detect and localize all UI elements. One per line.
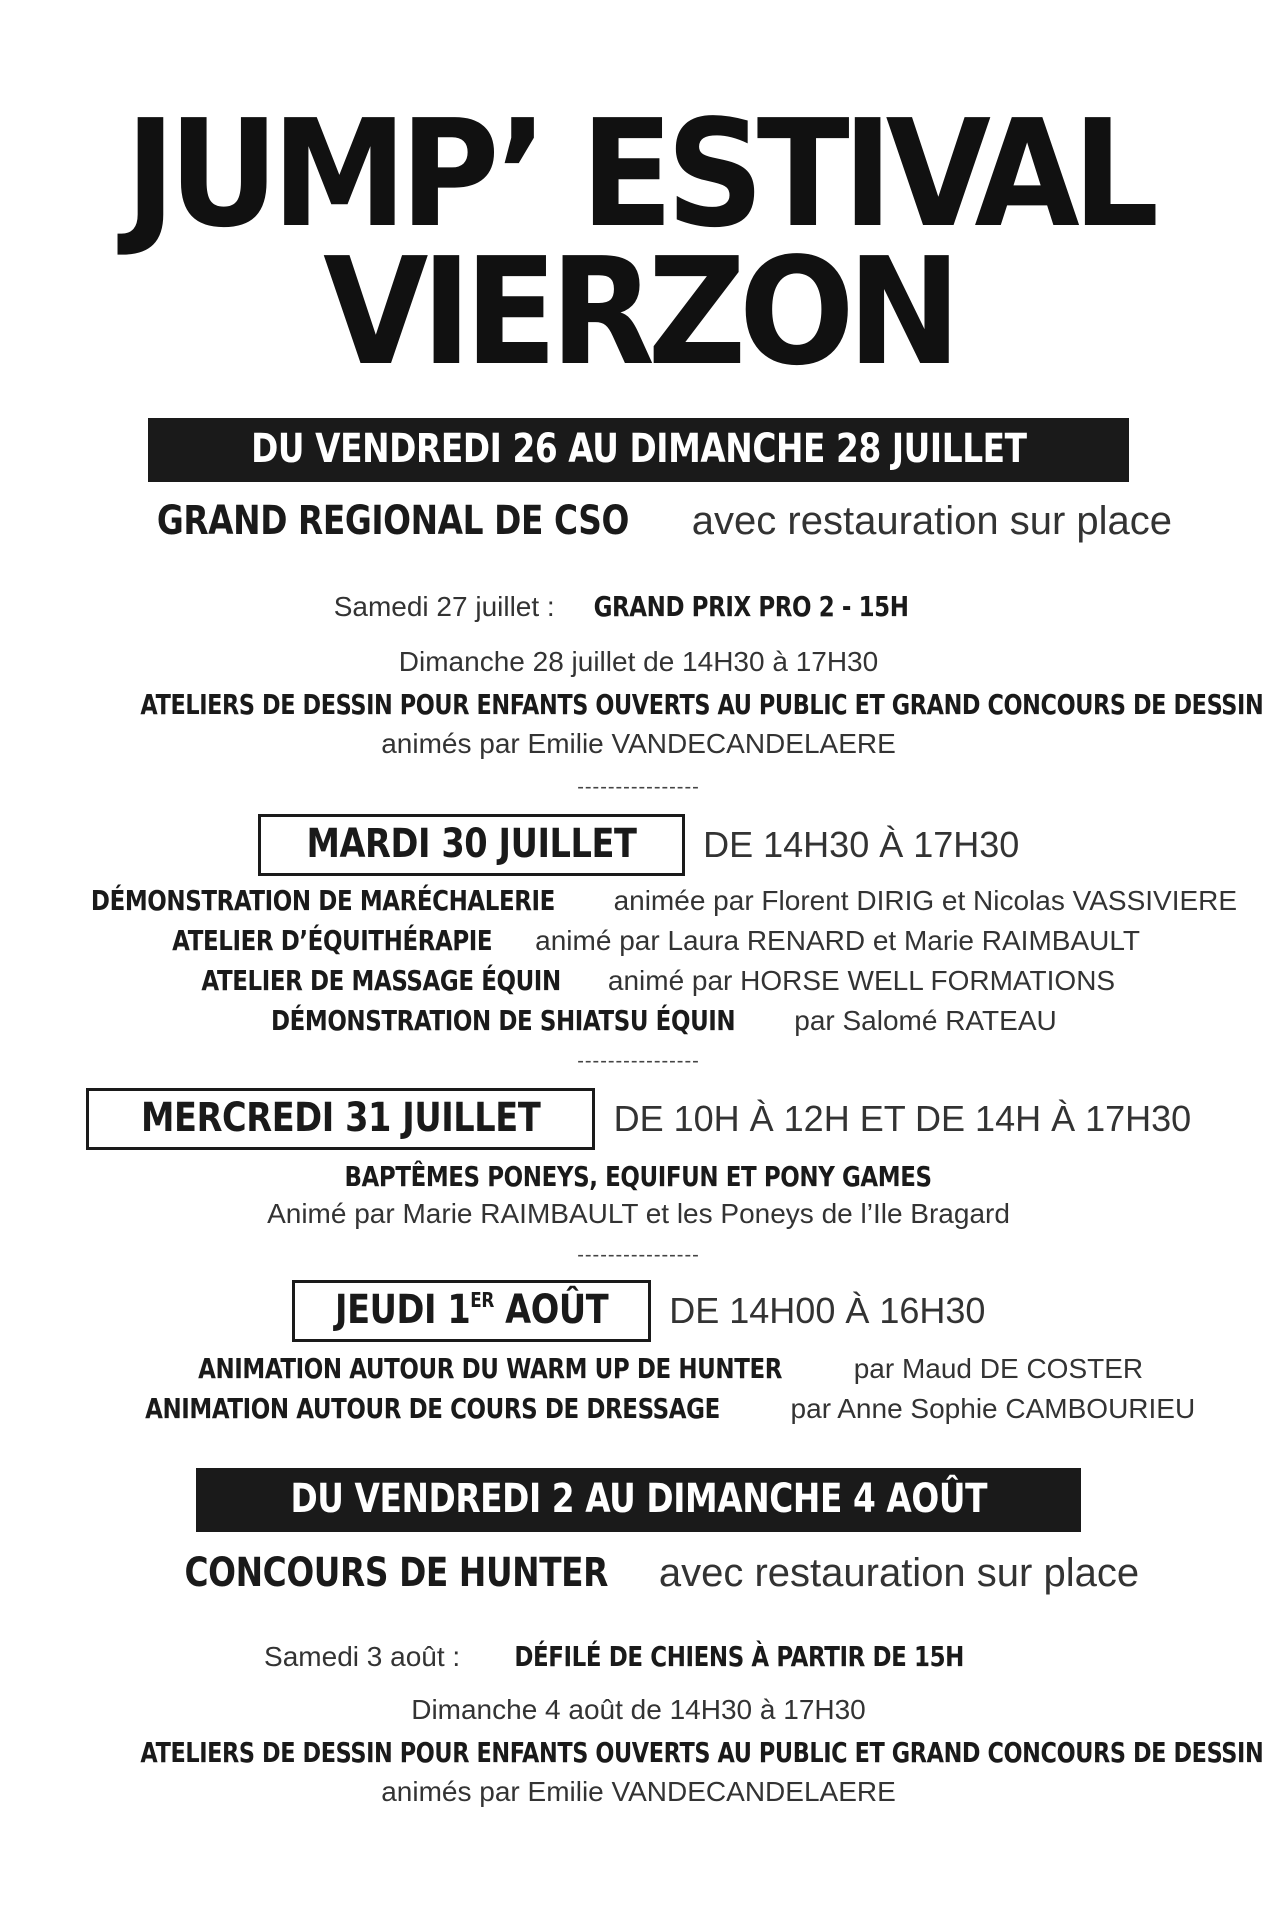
tuesday-activity-4	[0, 1004, 1277, 1037]
section2-saturday-light: Samedi 3 août :	[264, 1641, 461, 1672]
tuesday-activity-3	[0, 964, 1277, 997]
separator-2: ----------------	[577, 1050, 700, 1072]
thursday-header	[0, 1280, 1277, 1342]
tuesday-activity-2-light: animé par Laura RENARD et Marie RAIMBAULT	[535, 925, 1140, 956]
title-line-2-wrap	[0, 226, 1277, 398]
wednesday-header	[0, 1088, 1277, 1150]
section1-saturday-bold: GRAND PRIX PRO 2 - 15H	[593, 590, 909, 623]
thursday-day-suffix: AOÛT	[504, 1287, 608, 1333]
wednesday-activity-bold: BAPTÊMES PONEYS, EQUIFUN ET PONY GAMES	[344, 1160, 933, 1193]
wednesday-activity-light: Animé par Marie RAIMBAULT et les Poneys de l’Ile Bragard	[267, 1198, 1010, 1229]
section1-banner-text: DU VENDREDI 26 AU DIMANCHE 28 JUILLET	[250, 426, 1027, 472]
section2-saturday-bold: DÉFILÉ DE CHIENS À PARTIR DE 15H	[513, 1640, 964, 1673]
wednesday-day: MERCREDI 31 JUILLET	[140, 1095, 541, 1141]
tuesday-day-box	[258, 814, 685, 876]
section1-workshop: ATELIERS DE DESSIN POUR ENFANTS OUVERTS AU PUBLIC ET GRAND CONCOURS DE DESSIN	[140, 688, 1264, 721]
section1-event	[0, 498, 1277, 544]
wednesday-activity-bold-wrap	[0, 1160, 1277, 1193]
tuesday-activity-3-light: animé par HORSE WELL FORMATIONS	[607, 965, 1116, 996]
section1-workshop-wrap	[0, 688, 1277, 721]
wednesday-day-box	[86, 1088, 595, 1150]
tuesday-activity-1	[0, 884, 1277, 917]
section2-event-bold: CONCOURS DE HUNTER	[184, 1550, 608, 1596]
section2-sunday-time: Dimanche 4 août de 14H30 à 17H30	[411, 1694, 866, 1725]
section1-banner-wrap	[0, 418, 1277, 482]
thursday-day-box	[292, 1280, 651, 1342]
tuesday-activity-2-bold: ATELIER D’ÉQUITHÉRAPIE	[172, 924, 493, 957]
section2-banner	[196, 1468, 1082, 1532]
wednesday-time: DE 10H À 12H ET DE 14H À 17H30	[613, 1098, 1192, 1139]
tuesday-activity-4-bold: DÉMONSTRATION DE SHIATSU ÉQUIN	[271, 1004, 736, 1037]
tuesday-activity-1-light: animée par Florent DIRIG et Nicolas VASSIVIERE	[613, 885, 1238, 916]
tuesday-day: MARDI 30 JUILLET	[306, 821, 637, 867]
separator-1: ----------------	[577, 776, 700, 798]
section2-event	[0, 1550, 1277, 1596]
section1-event-light: avec restauration sur place	[691, 499, 1173, 543]
section2-animated-by: animés par Emilie VANDECANDELAERE	[381, 1776, 896, 1807]
section1-event-bold: GRAND REGIONAL DE CSO	[156, 498, 629, 544]
section1-sunday-time: Dimanche 28 juillet de 14H30 à 17H30	[398, 646, 879, 677]
section2-saturday	[0, 1640, 1277, 1673]
thursday-day-prefix: JEUDI 1	[334, 1287, 470, 1333]
section1-banner	[148, 418, 1130, 482]
thursday-time: DE 14H00 À 16H30	[669, 1290, 986, 1331]
tuesday-activity-4-light: par Salomé RATEAU	[794, 1005, 1057, 1036]
tuesday-activity-2	[0, 924, 1277, 957]
thursday-activity-1-light: par Maud DE COSTER	[853, 1353, 1144, 1384]
thursday-activity-2-light: par Anne Sophie CAMBOURIEU	[790, 1393, 1196, 1424]
thursday-day-sup: ER	[469, 1288, 494, 1312]
tuesday-header	[0, 814, 1277, 876]
tuesday-time: DE 14H30 À 17H30	[703, 824, 1020, 865]
section2-banner-wrap	[0, 1468, 1277, 1532]
section1-saturday-light: Samedi 27 juillet :	[333, 591, 555, 622]
title-line-1: JUMP’ ESTIVAL	[125, 88, 1152, 260]
tuesday-activity-3-bold: ATELIER DE MASSAGE ÉQUIN	[201, 964, 561, 997]
section2-banner-text: DU VENDREDI 2 AU DIMANCHE 4 AOÛT	[290, 1476, 987, 1522]
separator-3: ----------------	[577, 1244, 700, 1266]
section2-workshop-wrap	[0, 1736, 1277, 1769]
tuesday-activity-1-bold: DÉMONSTRATION DE MARÉCHALERIE	[90, 884, 555, 917]
section2-workshop: ATELIERS DE DESSIN POUR ENFANTS OUVERTS AU PUBLIC ET GRAND CONCOURS DE DESSIN	[140, 1736, 1264, 1769]
title-line-2: VIERZON	[323, 226, 954, 398]
thursday-activity-1	[0, 1352, 1277, 1385]
thursday-day	[335, 1287, 608, 1333]
thursday-activity-1-bold: ANIMATION AUTOUR DU WARM UP DE HUNTER	[197, 1352, 782, 1385]
section1-animated-by: animés par Emilie VANDECANDELAERE	[381, 728, 896, 759]
section1-saturday	[0, 590, 1277, 623]
section2-event-light: avec restauration sur place	[658, 1551, 1140, 1595]
thursday-activity-2	[0, 1392, 1277, 1425]
thursday-activity-2-bold: ANIMATION AUTOUR DE COURS DE DRESSAGE	[144, 1392, 720, 1425]
